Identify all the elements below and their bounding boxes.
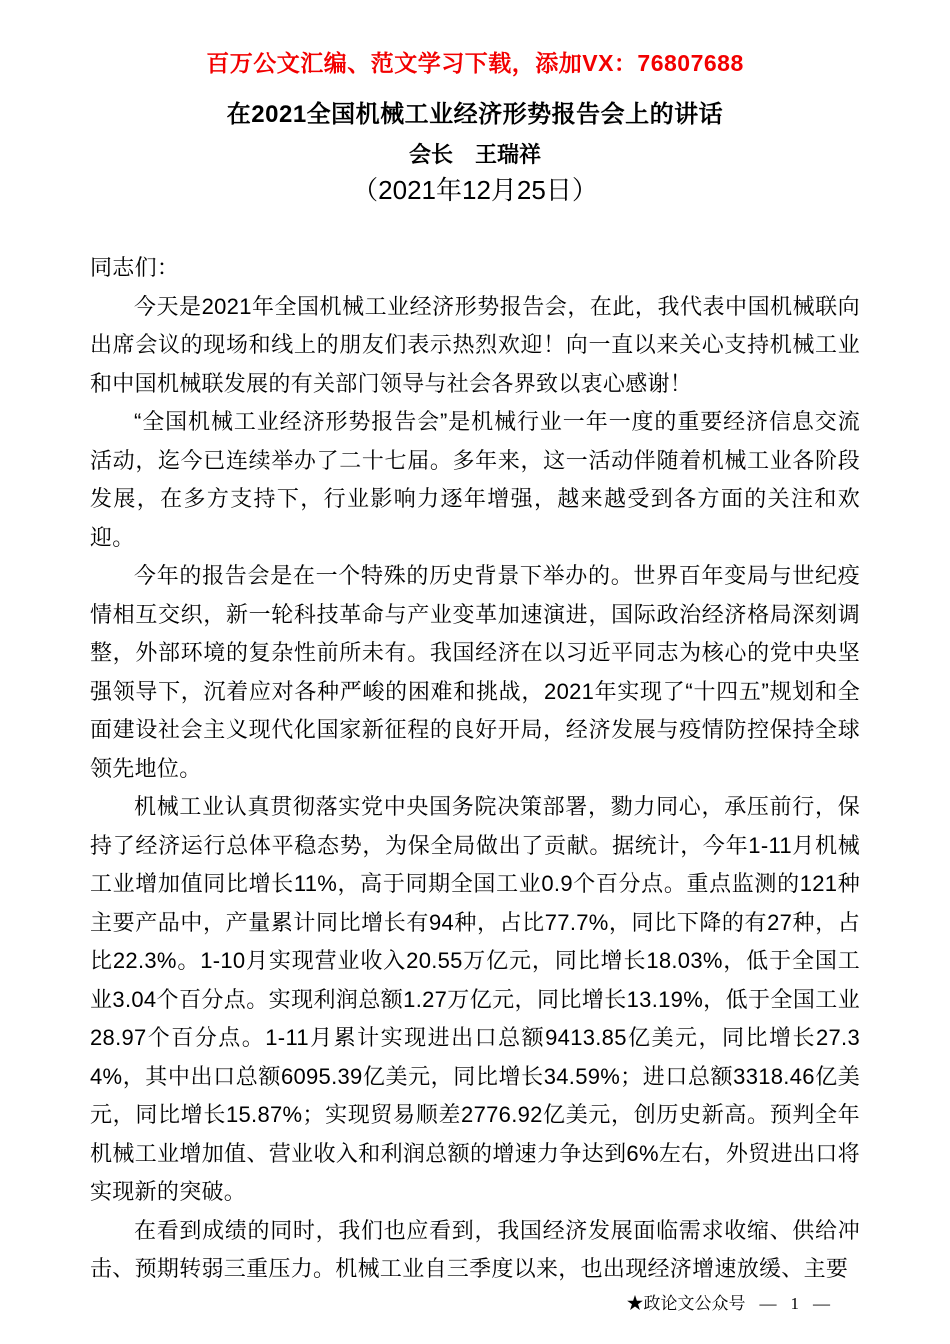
salutation: 同志们：	[90, 255, 180, 280]
footer-label: ★政论文公众号	[626, 1294, 746, 1313]
paragraph-conference-history: “全国机械工业经济形势报告会”是机械行业一年一度的重要经济信息交流活动，迄今已连续举办了二十七届。多年来，这一活动伴随着机械工业各阶段发展，在多方支持下，行业影响力逐年增强，越来越受到各方面的关注和欢迎。	[90, 409, 860, 550]
paragraph-statistics: 机械工业认真贯彻落实党中央国务院决策部署，勠力同心，承压前行，保持了经济运行总体平稳态势，为保全局做出了贡献。据统计，今年1-11月机械工业增加值同比增长11%，高于同期全国工业0.9个百分点。重点监测的121种主要产品中，产量累计同比增长有94种，占比77.7%，同比下降的有27种，占比22.3%。1-10月实现营业收入20.55万亿元，同比增长18.03%，低于全国工业3.04个百分点。实现利润总额1.27万亿元，同比增长13.19%，低于全国工业28.97个百分点。1-11月累计实现进出口总额9413.85亿美元，同比增长27.34%，其中出口总额6095.39亿美元，同比增长34.59%；进口总额3318.46亿美元，同比增长15.87%；实现贸易顺差2776.92亿美元，创历史新高。预判全年机械工业增加值、营业收入和利润总额的增速力争达到6%左右，外贸进出口将实现新的突破。	[90, 794, 860, 1204]
doc-date: （2021年12月25日）	[352, 175, 598, 205]
doc-title: 在2021全国机械工业经济形势报告会上的讲话	[226, 101, 724, 128]
footer-dash-left: —	[759, 1294, 777, 1313]
document-body	[90, 249, 860, 1289]
header-notice: 百万公文汇编、范文学习下载，添加VX：76807688	[206, 50, 744, 76]
page-number: 1	[790, 1294, 799, 1313]
page-footer	[627, 1294, 831, 1314]
paragraph-background: 今年的报告会是在一个特殊的历史背景下举办的。世界百年变局与世纪疫情相互交织，新一轮科技革命与产业变革加速演进，国际政治经济格局深刻调整，外部环境的复杂性前所未有。我国经济在以习近平同志为核心的党中央坚强领导下，沉着应对各种严峻的困难和挑战，2021年实现了“十四五”规划和全面建设社会主义现代化国家新征程的良好开局，经济发展与疫情防控保持全球领先地位。	[90, 563, 860, 781]
paragraph-welcome: 今天是2021年全国机械工业经济形势报告会，在此，我代表中国机械联向出席会议的现场和线上的朋友们表示热烈欢迎！向一直以来关心支持机械工业和中国机械联发展的有关部门领导与社会各界致以衷心感谢！	[90, 293, 860, 396]
footer-dash-right: —	[813, 1294, 830, 1313]
doc-author: 会长 王瑞祥	[408, 142, 541, 167]
paragraph-challenges: 在看到成绩的同时，我们也应看到，我国经济发展面临需求收缩、供给冲击、预期转弱三重压力。机械工业自三季度以来，也出现经济增速放缓、主要	[90, 1217, 860, 1281]
